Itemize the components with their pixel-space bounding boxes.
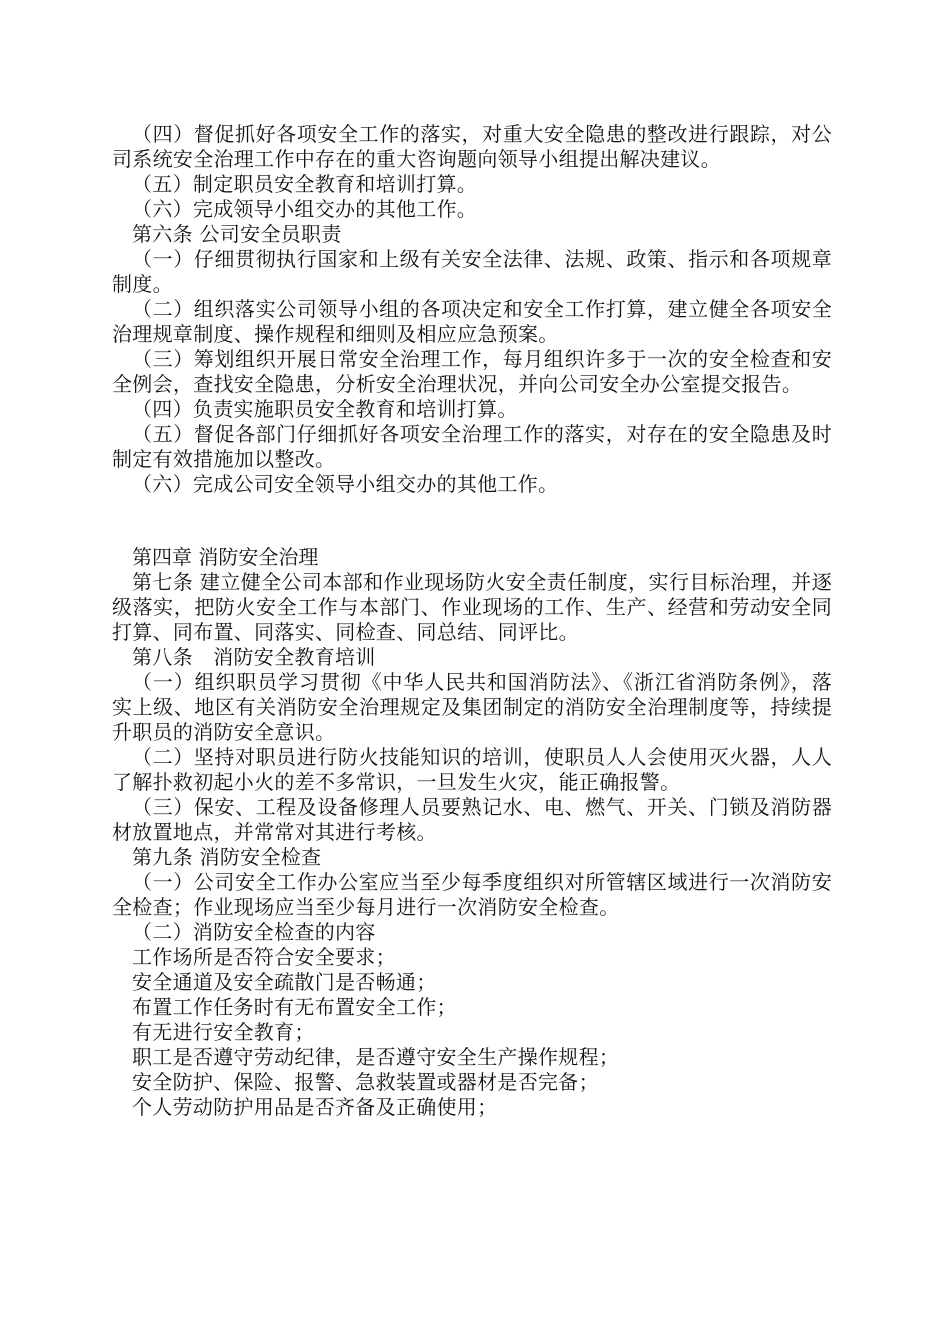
chapter-title: 第四章 消防安全治理: [132, 545, 319, 569]
list-item: 职工是否遵守劳动纪律，是否遵守安全生产操作规程；: [132, 1045, 620, 1069]
list-item: 安全通道及安全疏散门是否畅通；: [132, 970, 437, 994]
paragraph: （四）负责实施职员安全教育和培训打算。: [132, 397, 518, 421]
paragraph: （一）仔细贯彻执行国家和上级有关安全法律、法规、政策、指示和各项规章制度。: [112, 247, 832, 296]
paragraph: （一）组织职员学习贯彻《中华人民共和国消防法》、《浙江省消防条例》，落实上级、地区有关消防安全治理规定及集团制定的消防安全治理制度等，持续提升职员的消防安全意识。: [112, 670, 832, 744]
paragraph: （三）保安、工程及设备修理人员要熟记水、电、燃气、开关、门锁及消防器材放置地点，并常常对其进行考核。: [112, 795, 832, 844]
list-item: 安全防护、保险、报警、急救装置或器材是否完备；: [132, 1070, 599, 1094]
paragraph: （二）组织落实公司领导小组的各项决定和安全工作打算，建立健全各项安全治理规章制度、操作规程和细则及相应应急预案。: [112, 297, 832, 346]
list-item: 有无进行安全教育；: [132, 1020, 315, 1044]
paragraph: （六）完成公司安全领导小组交办的其他工作。: [132, 472, 559, 496]
list-item: 布置工作任务时有无布置安全工作；: [132, 995, 457, 1019]
document-page: [112, 122, 832, 1120]
paragraph: （三）筹划组织开展日常安全治理工作，每月组织许多于一次的安全检查和安全例会，查找安全隐患，分析安全治理状况，并向公司安全办公室提交报告。: [112, 347, 832, 396]
paragraph: （五）制定职员安全教育和培训打算。: [132, 172, 478, 196]
paragraph: （四）督促抓好各项安全工作的落实，对重大安全隐患的整改进行跟踪，对公司系统安全治理工作中存在的重大咨询题向领导小组提出解决建议。: [112, 122, 832, 171]
paragraph: （二）消防安全检查的内容: [132, 920, 376, 944]
article-heading: 第九条 消防安全检查: [132, 845, 322, 869]
article-heading: 第八条 消防安全教育培训: [132, 645, 376, 669]
list-item: 个人劳动防护用品是否齐备及正确使用；: [132, 1095, 498, 1119]
list-item: 工作场所是否符合安全要求；: [132, 945, 396, 969]
paragraph: （五）督促各部门仔细抓好各项安全治理工作的落实，对存在的安全隐患及时制定有效措施加以整改。: [112, 422, 832, 471]
article-heading: 第六条 公司安全员职责: [132, 222, 342, 246]
paragraph: （二）坚持对职员进行防火技能知识的培训，使职员人人会使用灭火器，人人了解扑救初起小火的差不多常识，一旦发生火灾，能正确报警。: [112, 745, 832, 794]
paragraph: （六）完成领导小组交办的其他工作。: [132, 197, 478, 221]
paragraph: （一）公司安全工作办公室应当至少每季度组织对所管辖区域进行一次消防安全检查；作业现场应当至少每月进行一次消防安全检查。: [112, 870, 832, 919]
paragraph: 第七条 建立健全公司本部和作业现场防火安全责任制度，实行目标治理，并逐级落实，把防火安全工作与本部门、作业现场的工作、生产、经营和劳动安全同打算、同布置、同落实、同检查、同总结、同评比。: [112, 570, 832, 644]
